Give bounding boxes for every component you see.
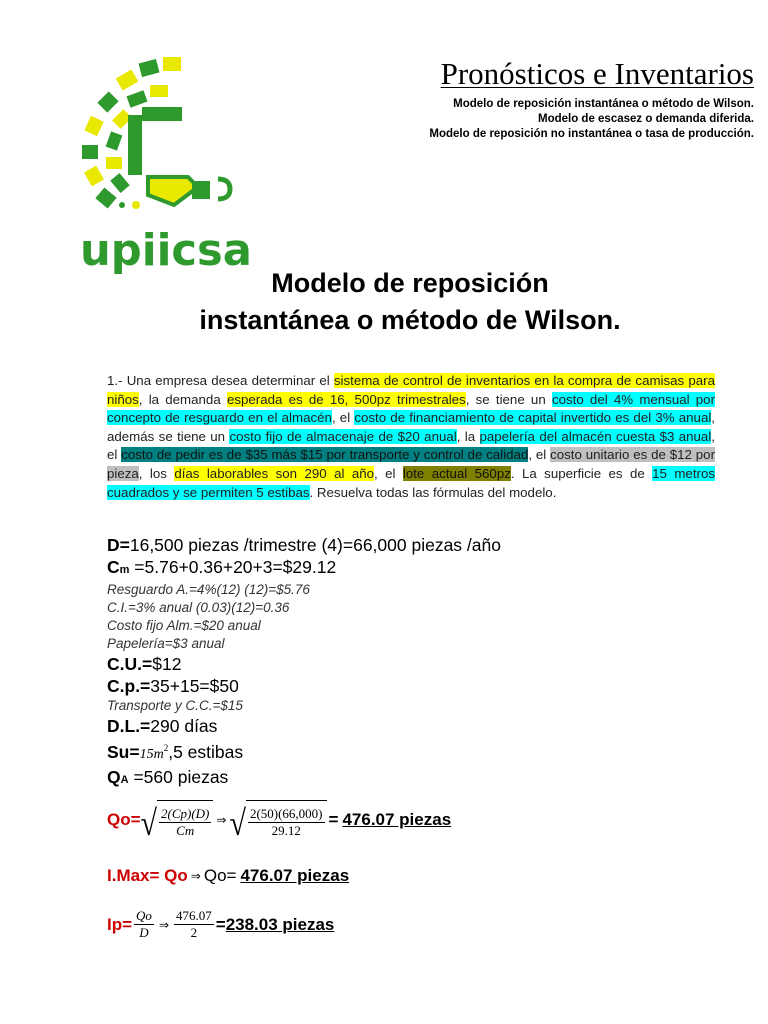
qo-fraction-values [248,806,325,839]
problem-text: , los [138,465,175,481]
qo-numerator-symbolic: 2(Cp)(D) [161,806,210,821]
cu-line [107,653,707,675]
cm-line [107,556,707,581]
problem-text: , el [107,428,715,463]
cu-label: C.U.= [107,654,153,674]
qo-formula [107,800,452,844]
cu-value: $12 [152,654,182,674]
highlight-cyan: costo del 4% mensual por concepto de resguardo en el almacén [107,391,716,426]
document-header-subtitles [429,97,754,142]
ip-numerator-values: 476.07 [176,908,212,923]
su-math: 15m [139,746,164,762]
imax-label: I.Max= Qo [107,866,188,885]
qo-numerator-values: 2(50)(66,000) [249,806,323,821]
ip-numerator-symbolic: Qo [136,908,152,923]
header-line-2: Modelo de escasez o demanda diferida. [537,113,754,125]
problem-text: , el [528,447,551,463]
highlight-yellow: sistema de control de inventarios en la compra de camisas para niños [107,373,715,407]
su-line [107,737,707,766]
qo-label: Qo= [107,809,141,829]
problem-text: , el [374,465,403,481]
qo-sqrt-values [229,800,326,844]
highlight-olive: lote actual 560pz [402,465,511,481]
dl-line [107,715,707,737]
problem-text: , la demanda [138,391,227,407]
resguardo-line: Resguardo A.=4%(12) (12)=$5.76 [107,582,310,597]
qo-fraction-symbolic [159,806,211,839]
problem-text: , la [456,428,480,444]
implies-arrow-icon: ⇒ [158,917,169,932]
ip-fraction-values [174,908,214,941]
problem-text: . Resuelva todas las fórmulas del modelo. [309,484,557,500]
su-label: Su= [107,741,140,762]
qo-denominator-values: 29.12 [271,823,301,838]
problem-text: , se tiene un [465,391,552,407]
given-data [107,534,707,791]
implies-arrow-icon: ⇒ [190,869,201,883]
qa-value: =560 piezas [128,766,229,787]
implies-arrow-icon: ⇒ [216,812,227,827]
logo-ring-icon [82,57,230,209]
highlight-cyan: papelería del almacén cuesta $3 anual [479,428,712,444]
document-header-title: Pronósticos e Inventarios [440,56,754,91]
ip-denominator-symbolic: D [139,925,149,940]
cp-value: 35+15=$50 [150,676,239,696]
dl-label: D.L.= [107,716,151,736]
section-title [0,265,768,339]
problem-text: , además se tiene un [107,410,715,444]
section-title-line-2: instantánea o método de Wilson. [199,305,621,335]
ip-result: 238.03 piezas [225,914,335,934]
ip-label: Ip= [107,914,133,934]
qo-denominator-symbolic: Cm [176,823,195,838]
qo-sqrt-symbolic [140,800,214,844]
imax-mid: Qo= [203,866,237,885]
ip-fraction-symbolic [134,908,154,941]
problem-text: 1.- Una empresa desea determinar el [107,373,334,388]
equals-sign: = [328,809,339,829]
qa-line [107,766,707,791]
cp-label: C.p.= [107,676,151,696]
highlight-gray: costo unitario es de $12 por pieza [107,447,716,481]
qa-subscript: A [120,773,129,786]
cm-value: =5.76+0.36+20+3=$29.12 [129,557,337,577]
highlight-yellow: esperada es de 16, 500pz trimestrales [226,391,466,407]
radical-icon: √ [229,803,246,844]
costo-fijo-line: Costo fijo Alm.=$20 anual [107,618,261,633]
problem-text: , el [331,410,355,426]
demand-line [107,534,707,556]
problem-statement [107,372,715,502]
ip-formula [107,908,334,941]
header-line-1: Modelo de reposición instantánea o método de Wilson. [453,98,754,110]
header-line-3: Modelo de reposición no instantánea o tasa de producción. [429,128,754,140]
qo-result: 476.07 piezas [342,809,452,829]
ci-line: C.I.=3% anual (0.03)(12)=0.36 [107,600,290,615]
demand-value: 16,500 piezas /trimestre (4)=66,000 piezas /año [129,535,501,555]
dl-value: 290 días [150,716,218,736]
equals-sign: = [215,914,226,934]
section-title-line-1: Modelo de reposición [271,268,549,298]
imax-formula [107,866,349,886]
qa-label [107,767,129,787]
demand-label: D= [107,535,130,555]
ip-denominator-values: 2 [190,925,198,940]
highlight-cyan: costo fijo de almacenaje de $20 anual [229,428,457,444]
su-exponent: 2 [163,743,169,753]
highlight-teal: costo de pedir es de $35 más $15 por transporte y control de calidad [121,447,529,463]
cp-line [107,675,707,697]
problem-text: . La superficie es de [510,465,653,481]
cm-label-text: C [107,557,120,577]
highlight-yellow: días laborables son 290 al año [174,465,375,481]
su-value: ,5 estibas [168,741,244,762]
highlight-cyan: 15 metros cuadrados y se permiten 5 estibas [107,465,715,500]
cm-subscript: m [119,564,130,576]
papeleria-line: Papelería=$3 anual [107,636,225,651]
logo-wordmark: upiicsa [80,225,252,275]
cm-label [107,557,129,577]
upiicsa-logo [78,55,256,275]
imax-result: 476.07 piezas [240,866,350,885]
highlight-cyan: costo de financiamiento de capital invertido es del 3% anual [354,410,712,426]
radical-icon: √ [140,803,158,844]
transporte-line: Transporte y C.C.=$15 [107,698,243,713]
qa-label-text: Q [107,766,121,787]
